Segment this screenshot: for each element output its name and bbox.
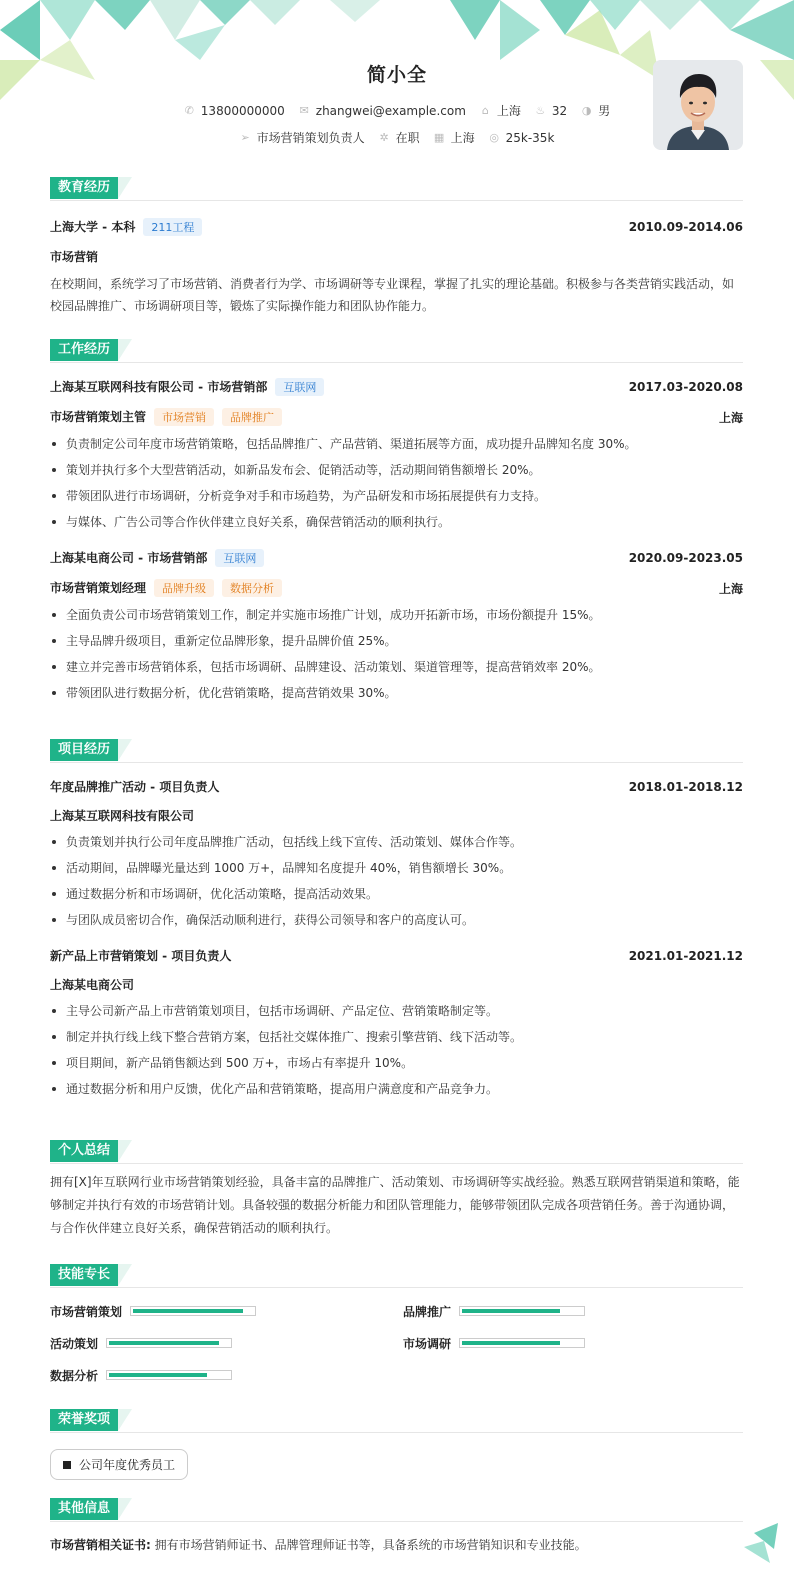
list-item: 制定并执行线上线下整合营销方案，包括社交媒体推广、搜索引擎营销、线下活动等。 [50,1024,743,1050]
job-bullets [50,431,743,535]
skill-bar [130,1306,256,1316]
resume-header [0,0,794,170]
summary-text: 拥有[X]年互联网行业市场营销策划经验，具备丰富的品牌推广、活动策划、市场调研等实战经验。熟悉互联网营销渠道和策略，能够制定并执行有效的市场营销计划。具备较强的数据分析能力和团队管理能力，能够带领团队完成各项营销任务。善于沟通协调，与合作伙伴建立良好关系，确保营销活动的顺利执行。 [50,1175,740,1235]
list-item: 策划并执行多个大型营销活动，如新品发布会、促销活动等，活动期间销售额增长 20%。 [50,457,743,483]
project-name-row [50,778,743,795]
skill-name: 品牌推广 [403,1304,452,1319]
list-item: 与团队成员密切合作，确保活动顺利进行，获得公司领导和客户的高度认可。 [50,907,743,933]
candidate-name: 简小全 [366,64,427,86]
skill-name: 市场营销策划 [50,1304,123,1319]
job-tag: 市场营销 [154,408,214,426]
skill-bar-fill [133,1309,243,1313]
education-major: 市场营销 [50,250,99,264]
salary-value: 25k-35k [505,130,555,145]
phone-value: 13800000000 [200,103,285,118]
skill-bar-fill [462,1341,560,1345]
job-entry [50,549,743,706]
list-item: 建立并完善市场营销体系，包括市场调研、品牌建设、活动策划、渠道管理等，提高营销效率 20%。 [50,654,743,680]
square-bullet-icon [63,1461,71,1469]
skill-bar-fill [462,1309,560,1313]
avatar [653,60,743,150]
education-title: 教育经历 [50,177,118,199]
skill-item [50,1334,403,1352]
job-tag: 数据分析 [222,579,282,597]
award-label: 公司年度优秀员工 [79,1458,176,1472]
skill-bar [459,1338,585,1348]
email-item [299,104,466,118]
skill-item [50,1302,403,1320]
job-industry-tag: 互联网 [215,549,264,567]
location-value: 上海 [496,104,521,118]
skills-section [50,1264,743,1384]
work-section [50,339,743,706]
other-header [50,1498,743,1522]
home-icon: ⌂ [481,104,489,117]
job-period: 2020.09-2023.05 [628,551,743,565]
projects-header [50,739,743,763]
corner-decoration [744,1523,784,1563]
other-title: 其他信息 [50,1498,118,1520]
skill-name: 数据分析 [50,1368,99,1383]
list-item: 通过数据分析和用户反馈，优化产品和营销策略，提高用户满意度和产品竞争力。 [50,1076,743,1102]
age-item [535,104,567,118]
job-city: 上海 [718,581,743,596]
building-icon: ▦ [433,131,445,144]
skill-item [403,1302,743,1320]
list-item: 与媒体、广告公司等合作伙伴建立良好关系，确保营销活动的顺利执行。 [50,509,743,535]
work-header [50,339,743,363]
skill-bar [106,1370,232,1380]
job-city: 上海 [718,410,743,425]
skills-grid [50,1302,743,1384]
avatar-photo [653,60,743,150]
job-industry-tag: 互联网 [275,378,324,396]
phone-item [184,104,285,118]
list-item: 活动期间，品牌曝光量达到 1000 万+，品牌知名度提升 40%，销售额增长 30%。 [50,855,743,881]
project-name-row [50,947,743,964]
honors-header [50,1409,743,1433]
job-role-row [50,579,743,597]
list-item: 项目期间，新产品销售额达到 500 万+，市场占有率提升 10%。 [50,1050,743,1076]
status-value: 在职 [395,131,420,145]
position-item [240,129,365,146]
project-bullets [50,829,743,933]
job-role: 市场营销策划主管 市场营销 品牌推广 [50,408,282,426]
age-value: 32 [551,103,568,118]
education-description: 在校期间，系统学习了市场营销、消费者行为学、市场调研等专业课程，掌握了扎实的理论基础。积极参与各类营销实践活动，如校园品牌推广、市场调研项目等，锻炼了实际操作能力和团队协作能力。 [50,277,735,313]
skill-bar [459,1306,585,1316]
job-tag: 品牌推广 [222,408,282,426]
list-item: 主导品牌升级项目，重新定位品牌形象，提升品牌价值 25%。 [50,628,743,654]
skill-name: 市场调研 [403,1336,452,1351]
summary-section [50,1140,743,1240]
job-company-row [50,549,743,567]
gender-value: 男 [598,104,611,118]
job-tag: 品牌升级 [154,579,214,597]
skill-bar-fill [109,1373,207,1377]
project-name: 新产品上市营销策划 - 项目负责人 [50,949,232,963]
honors-section [50,1409,743,1480]
city-value: 上海 [450,131,475,145]
skill-name: 活动策划 [50,1336,99,1351]
other-text: 拥有市场营销师证书、品牌管理师证书等，具备系统的市场营销知识和专业技能。 [154,1538,587,1552]
project-period: 2021.01-2021.12 [628,948,743,963]
location-item [480,102,521,119]
other-label: 市场营销相关证书: [50,1538,151,1552]
job-entry [50,378,743,535]
education-header [50,177,743,201]
job-period: 2017.03-2020.08 [628,380,743,394]
phone-icon: ✆ [184,104,194,117]
list-item: 带领团队进行数据分析，优化营销策略，提高营销效果 30%。 [50,680,743,706]
project-company: 上海某电商公司 [50,978,135,992]
email-value: zhangwei@example.com [315,103,466,118]
cake-icon: ♨ [535,104,546,117]
other-section [50,1498,743,1556]
education-period: 2010.09-2014.06 [628,220,743,234]
gender-item [581,102,610,119]
list-item: 带领团队进行市场调研，分析竞争对手和市场趋势，为产品研发和市场拓展提供有力支持。 [50,483,743,509]
status-item [379,129,420,146]
project-period: 2018.01-2018.12 [628,779,743,794]
city-item [434,129,475,146]
salary-item [489,131,555,145]
projects-title: 项目经历 [50,739,118,761]
skills-title: 技能专长 [50,1264,118,1286]
salary-icon: ◎ [489,131,499,144]
send-icon: ➢ [240,131,250,144]
work-title: 工作经历 [50,339,118,361]
education-row [50,218,743,236]
summary-header [50,1140,743,1164]
list-item: 全面负责公司市场营销策划工作，制定并实施市场推广计划，成功开拓新市场，市场份额提升 15%。 [50,602,743,628]
skill-bar [106,1338,232,1348]
project-entry [50,778,743,933]
status-icon: ✲ [379,131,389,144]
mail-icon: ✉ [299,104,309,117]
skill-item [403,1334,743,1352]
education-school: 上海大学 - 本科 211工程 [50,218,202,236]
projects-section [50,739,743,1102]
job-company: 上海某电商公司 - 市场营销部 互联网 [50,549,264,567]
position-value: 市场营销策划负责人 [256,131,365,145]
project-entry [50,947,743,1102]
summary-title: 个人总结 [50,1140,118,1162]
gender-icon: ◑ [581,104,592,117]
project-name: 年度品牌推广活动 - 项目负责人 [50,780,220,794]
list-item: 通过数据分析和市场调研，优化活动策略，提高活动效果。 [50,881,743,907]
job-company: 上海某互联网科技有限公司 - 市场营销部 互联网 [50,378,324,396]
project-company: 上海某互联网科技有限公司 [50,809,195,823]
job-role: 市场营销策划经理 品牌升级 数据分析 [50,579,282,597]
skills-header [50,1264,743,1288]
list-item: 主导公司新产品上市营销策划项目，包括市场调研、产品定位、营销策略制定等。 [50,998,743,1024]
honors-title: 荣誉奖项 [50,1409,118,1431]
education-section [50,177,743,317]
job-role-row [50,408,743,426]
skill-item [50,1366,403,1384]
skill-bar-fill [109,1341,219,1345]
job-bullets [50,602,743,706]
other-info-line [50,1534,743,1556]
education-tag: 211工程 [143,218,202,236]
list-item: 负责策划并执行公司年度品牌推广活动，包括线上线下宣传、活动策划、媒体合作等。 [50,829,743,855]
list-item: 负责制定公司年度市场营销策略，包括品牌推广、产品营销、渠道拓展等方面，成功提升品牌知名度 30%。 [50,431,743,457]
award-badge [50,1449,188,1480]
job-company-row [50,378,743,396]
project-bullets [50,998,743,1102]
